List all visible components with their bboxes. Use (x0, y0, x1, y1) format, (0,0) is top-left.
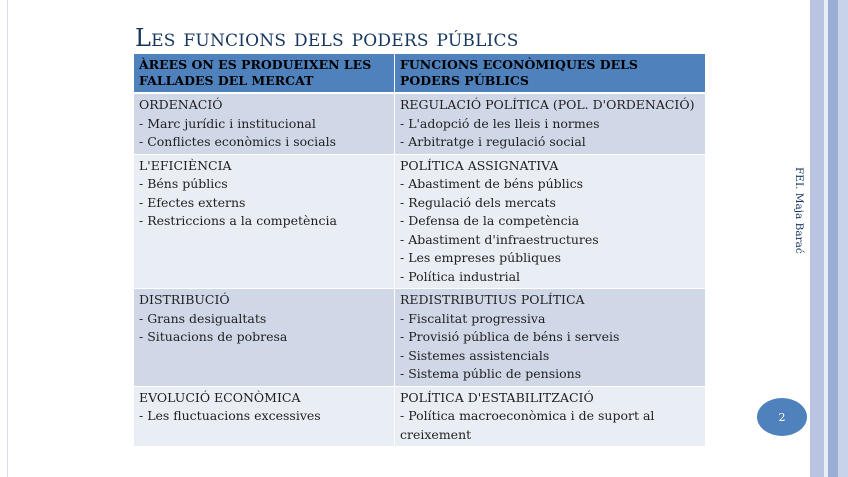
table-cell (394, 387, 705, 448)
functions-table (134, 54, 705, 447)
cell-heading: POLÍTICA ASSIGNATIVA (400, 157, 559, 173)
list-item: - Restriccions a la competència (139, 213, 337, 228)
list-item: - Abastiment de béns públics (400, 176, 584, 191)
table-row (134, 387, 705, 448)
cell-heading: ORDENACIÓ (139, 97, 223, 112)
list-item: - Política industrial (400, 268, 521, 284)
list-item: - Sistema públic de pensions (400, 366, 582, 381)
header-public-functions: FUNCIONS ECONÒMIQUES DELS PODERS PÚBLICS (394, 54, 705, 94)
decor-band (810, 0, 824, 477)
table-cell (394, 94, 705, 155)
table-row (134, 289, 705, 387)
page-number-badge: 2 (757, 398, 807, 436)
list-item: - Sistemes assistencials (400, 347, 550, 363)
list-item: - Política macroeconòmica i de suport al creixement (400, 408, 655, 442)
table-header-row (134, 54, 705, 94)
cell-heading: POLÍTICA D'ESTABILITZACIÓ (400, 389, 594, 405)
list-item: - Regulació dels mercats (400, 194, 556, 210)
list-item: - Les empreses públiques (400, 250, 562, 265)
table-cell (134, 94, 394, 155)
cell-heading: EVOLUCIÓ ECONÒMICA (139, 389, 301, 405)
table-cell (394, 155, 705, 290)
cell-heading: REDISTRIBUTIUS POLÍTICA (400, 292, 585, 307)
table-row (134, 155, 705, 290)
list-item: - Marc jurídic i institucional (139, 115, 316, 131)
cell-heading: DISTRIBUCIÓ (139, 292, 230, 307)
list-item: - Conflictes econòmics i socials (139, 134, 336, 149)
decor-band (828, 0, 838, 477)
cell-heading: L'EFICIÈNCIA (139, 157, 232, 173)
list-item: - Les fluctuacions excessives (139, 408, 321, 423)
list-item: - Fiscalitat progressiva (400, 310, 546, 326)
table-cell (134, 155, 394, 290)
list-item: - Situacions de pobresa (139, 329, 288, 344)
list-item: - Arbitratge i regulació social (400, 134, 586, 149)
list-item: - L'adopció de les lleis i normes (400, 115, 600, 131)
list-item: - Defensa de la competència (400, 213, 580, 228)
table-cell (134, 289, 394, 387)
list-item: - Grans desigualtats (139, 310, 267, 326)
list-item: - Efectes externs (139, 194, 246, 210)
author-label: FEI. Maja Barać (793, 167, 805, 254)
decor-band (838, 0, 848, 477)
left-rule (7, 0, 8, 477)
slide-title: Les funcions dels poders públics (135, 24, 519, 52)
list-item: - Abastiment d'infraestructures (400, 231, 599, 247)
list-item: - Provisió pública de béns i serveis (400, 329, 620, 344)
header-market-failures: ÀREES ON ES PRODUEIXEN LES FALLADES DEL MERCAT (134, 54, 394, 94)
table-cell (134, 387, 394, 448)
table-row (134, 94, 705, 155)
cell-heading: REGULACIÓ POLÍTICA (POL. D'ORDENACIÓ) (400, 97, 695, 112)
table-cell (394, 289, 705, 387)
list-item: - Béns públics (139, 176, 228, 191)
